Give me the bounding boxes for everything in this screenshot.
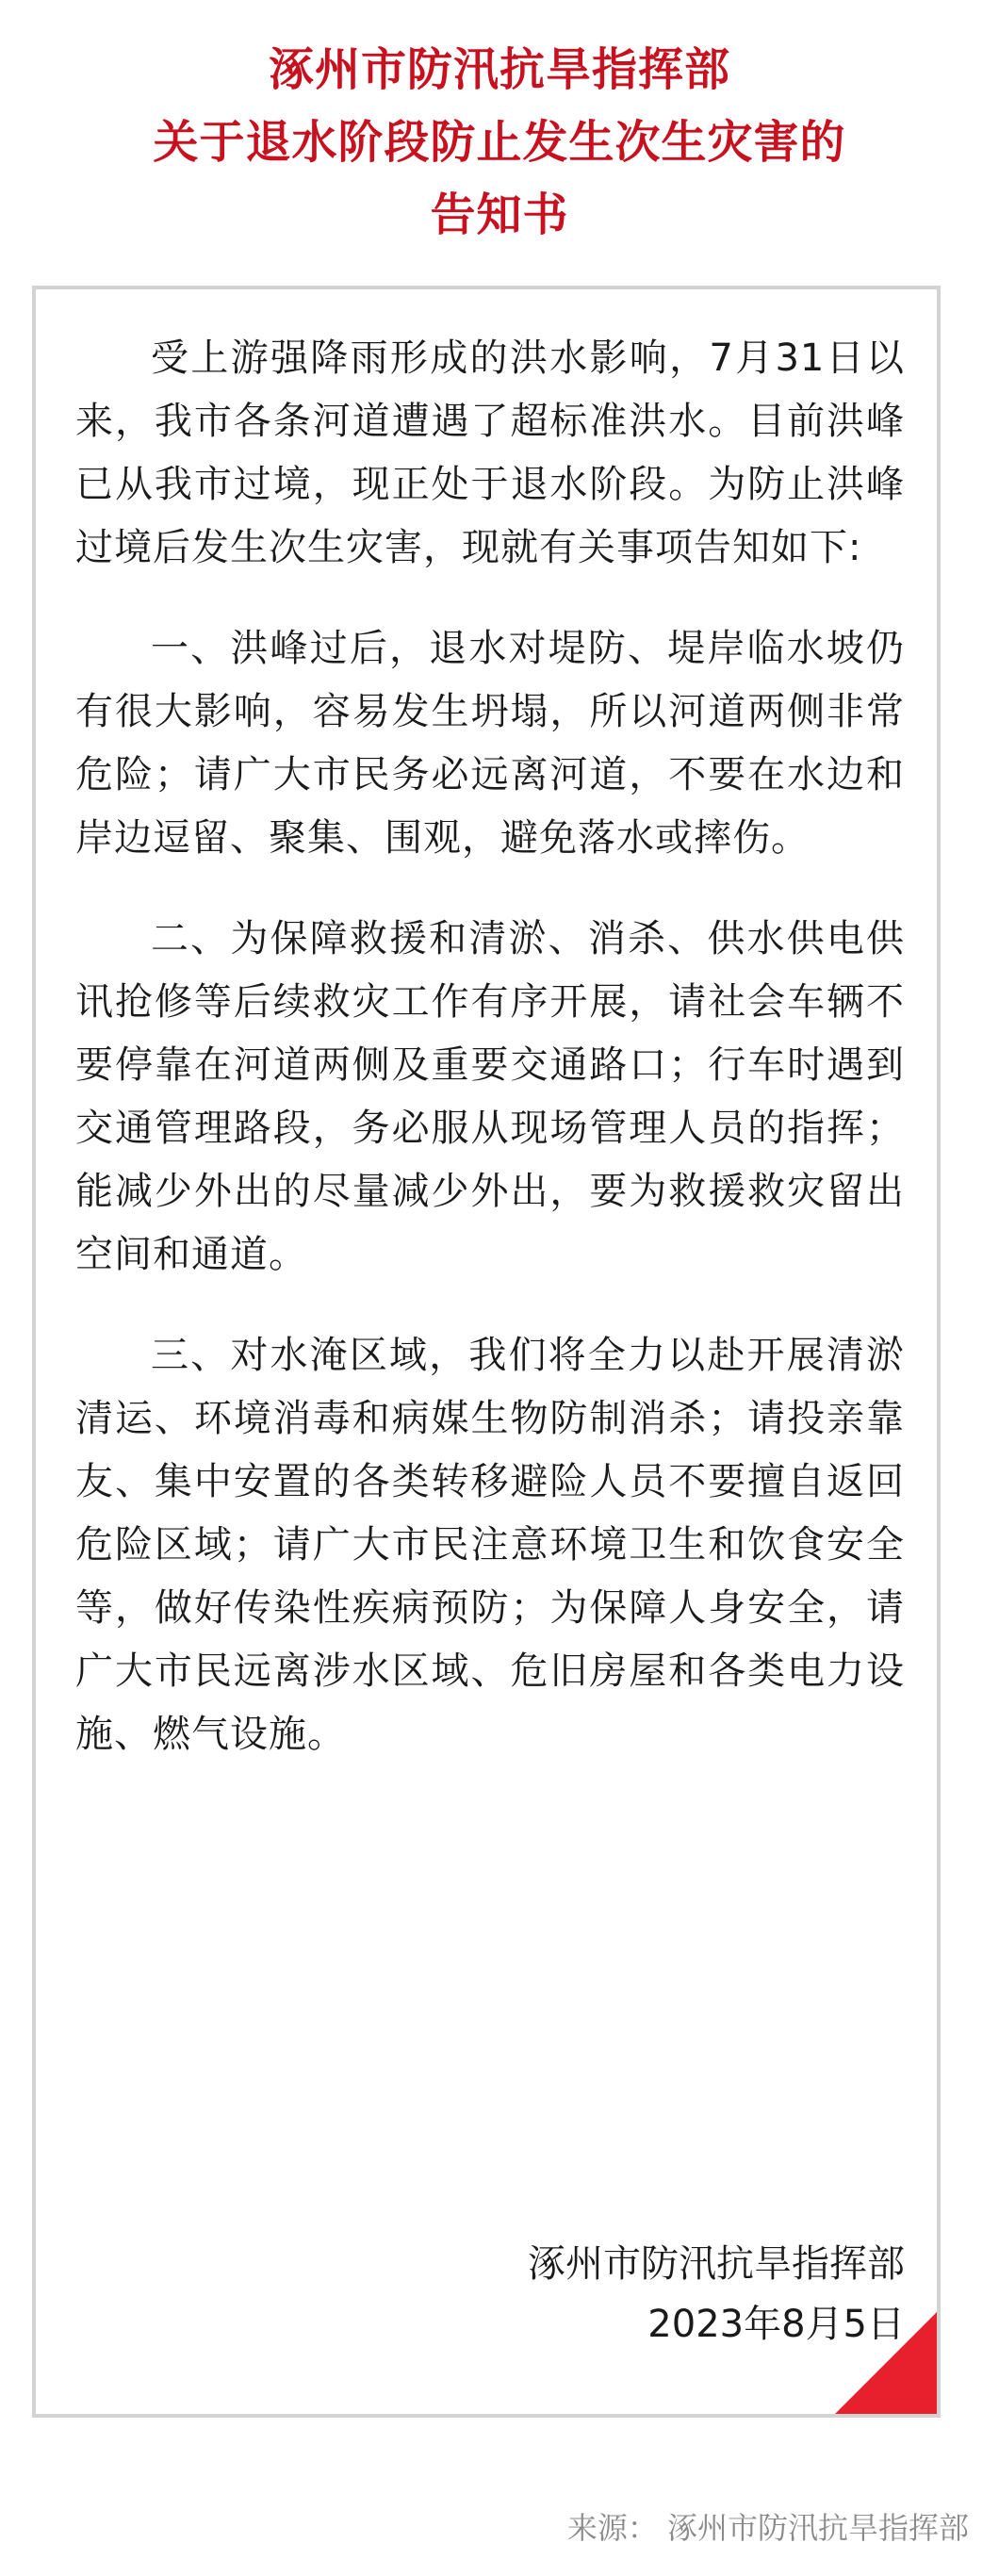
source-caption: 来源： 涿州市防汛抗旱指挥部 [566,2510,969,2546]
paragraph-intro: 受上游强降雨形成的洪水影响，7月31日以来，我市各条河道遭遇了超标准洪水。目前洪峰已从我市过境，现正处于退水阶段。为防止洪峰过境后发生次生灾害，现就有关事项告知如下: [75,336,905,569]
signature-block [528,2234,905,2354]
notice-title [0,34,999,252]
title-line-1: 涿州市防汛抗旱指挥部 [268,43,730,96]
paragraph-item-2: 二、为保障救援和清淤、消杀、供水供电供讯抢修等后续救灾工作有序开展，请社会车辆不要停靠在河道两侧及重要交通路口；行车时遇到交通管理路段，务必服从现场管理人员的指挥；能减少外出的尽量减少外出，要为救援救灾留出空间和通道。 [75,917,905,1276]
paragraph-item-3: 三、对水淹区域，我们将全力以赴开展清淤清运、环境消毒和病媒生物防制消杀；请投亲靠友、集中安置的各类转移避险人员不要擅自返回危险区域；请广大市民注意环境卫生和饮食安全等，做好传染性疾病预防；为保障人身安全，请广大市民远离涉水区域、危旧房屋和各类电力设施、燃气设施。 [75,1334,905,1756]
title-line-2: 关于退水阶段防止发生次生灾害的 [153,116,846,169]
signature-date: 2023年8月5日 [647,2303,905,2346]
signature-org: 涿州市防汛抗旱指挥部 [528,2242,905,2286]
paragraph-item-1: 一、洪峰过后，退水对堤防、堤岸临水坡仍有很大影响，容易发生坍塌，所以河道两侧非常危险；请广大市民务必远离河道，不要在水边和岸边逗留、聚集、围观，避免落水或摔伤。 [75,627,905,860]
title-line-3: 告知书 [430,189,569,241]
notice-body [75,327,905,1804]
